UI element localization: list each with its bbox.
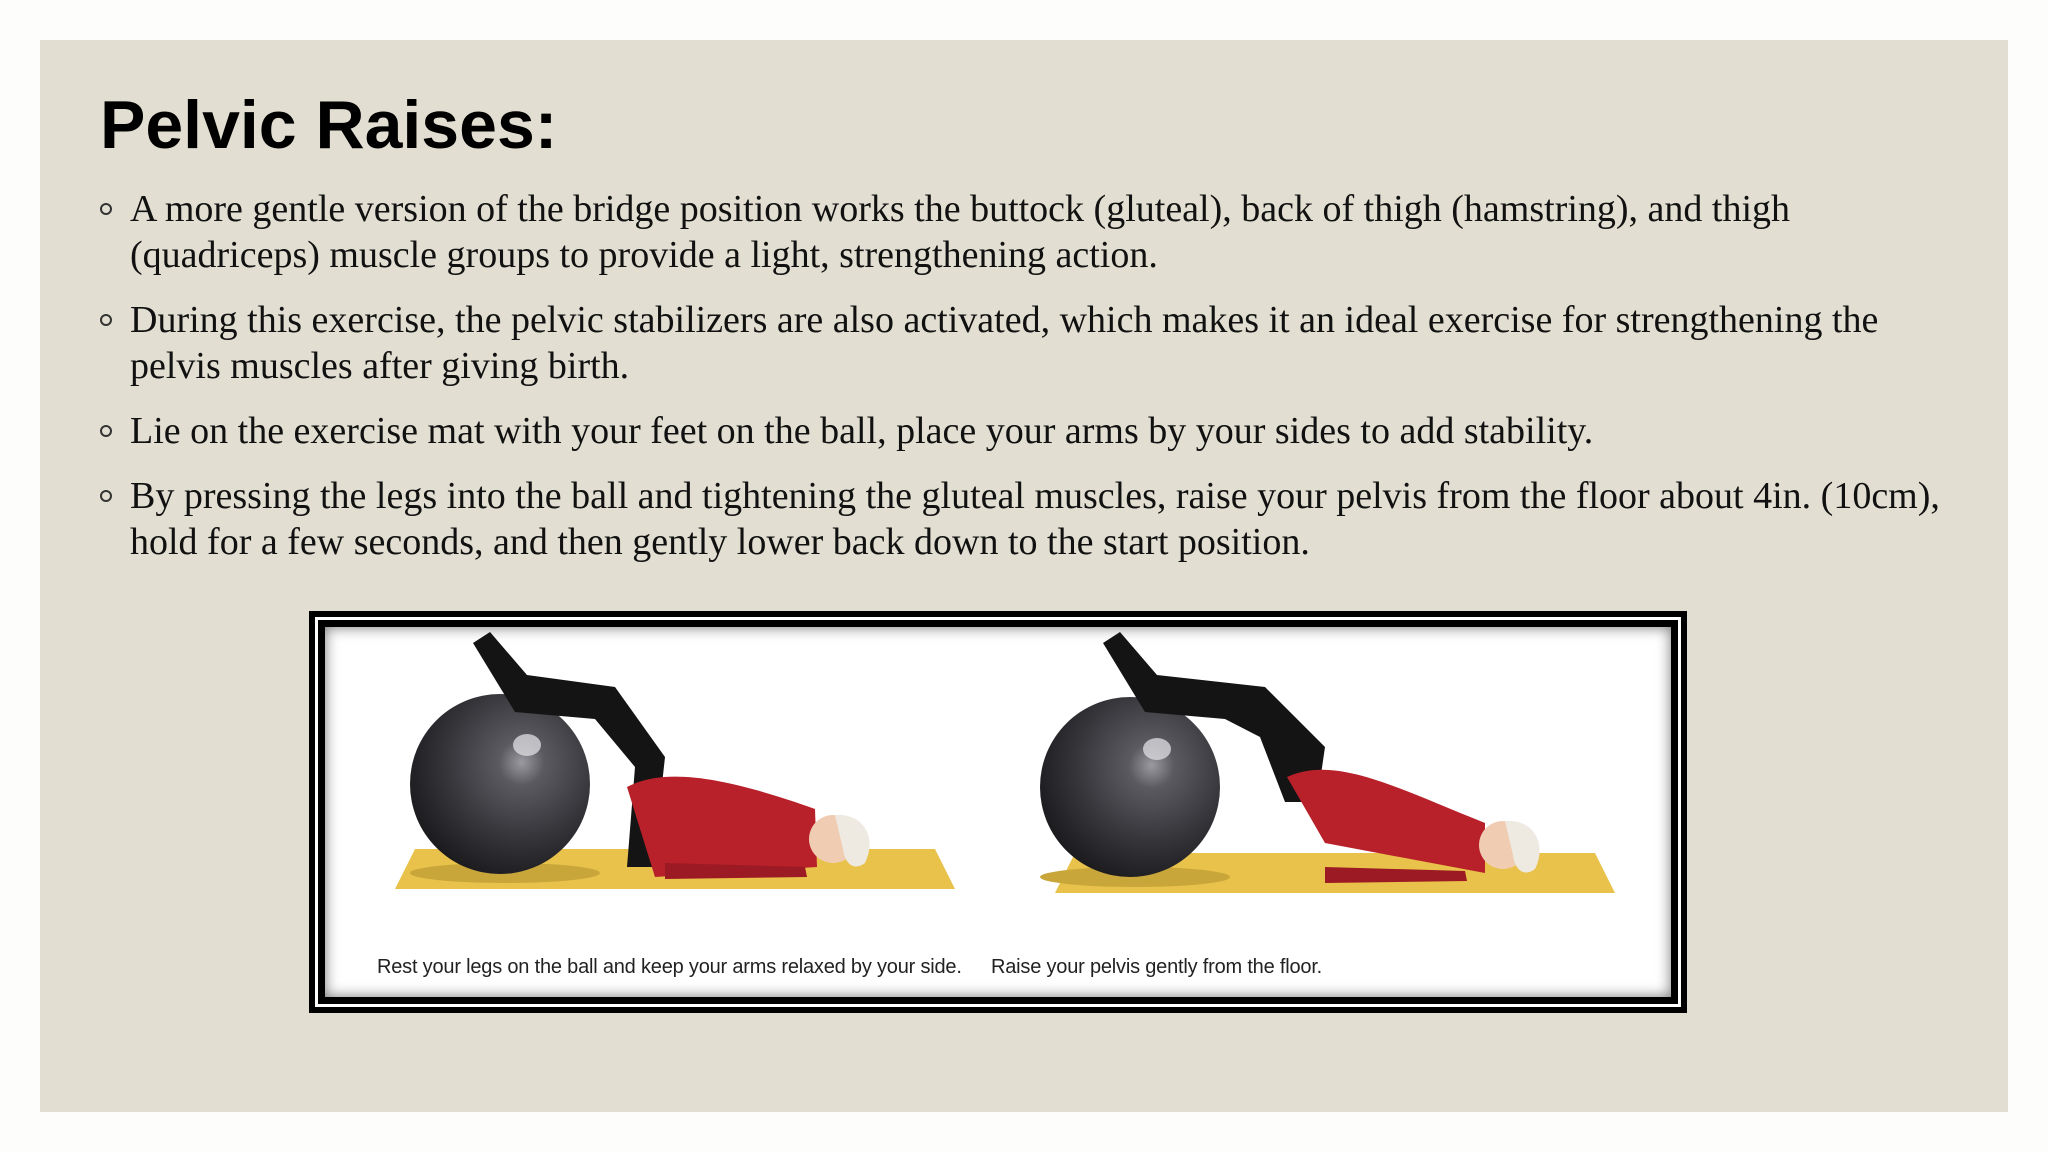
bullet-ring-icon xyxy=(100,203,112,215)
bullet-item xyxy=(100,297,1950,389)
figure-caption-left: Rest your legs on the ball and keep your arms relaxed by your side. xyxy=(377,956,962,978)
exercise-figure xyxy=(309,611,1687,1013)
bullet-item xyxy=(100,186,1950,278)
figure-border xyxy=(315,617,1681,1007)
figure-panel xyxy=(325,627,1671,997)
bullet-ring-icon xyxy=(100,490,112,502)
slide-title: Pelvic Raises: xyxy=(100,87,558,163)
bullet-item xyxy=(100,408,1950,454)
bullet-text: By pressing the legs into the ball and tightening the gluteal muscles, raise your pelvis from the floor about 4in. (10cm), hold for a few seconds, and then gently lower back down to the start position. xyxy=(130,475,1940,563)
slide xyxy=(40,40,2008,1112)
bullet-list xyxy=(100,186,1950,584)
bullet-text: A more gentle version of the bridge position works the buttock (gluteal), back of thigh (hamstring), and thigh (quadriceps) muscle groups to provide a light, strengthening action. xyxy=(130,188,1791,276)
figure-caption-right: Raise your pelvis gently from the floor. xyxy=(991,956,1323,978)
bullet-ring-icon xyxy=(100,314,112,326)
bullet-ring-icon xyxy=(100,425,112,437)
bullet-text: Lie on the exercise mat with your feet on the ball, place your arms by your sides to add stability. xyxy=(130,410,1594,452)
exercise-photo-raise xyxy=(1025,627,1625,927)
bullet-text: During this exercise, the pelvic stabilizers are also activated, which makes it an ideal exercise for strengthening the pelvis muscles after giving birth. xyxy=(130,299,1879,387)
bullet-item xyxy=(100,473,1950,565)
exercise-photo-rest xyxy=(365,627,965,927)
